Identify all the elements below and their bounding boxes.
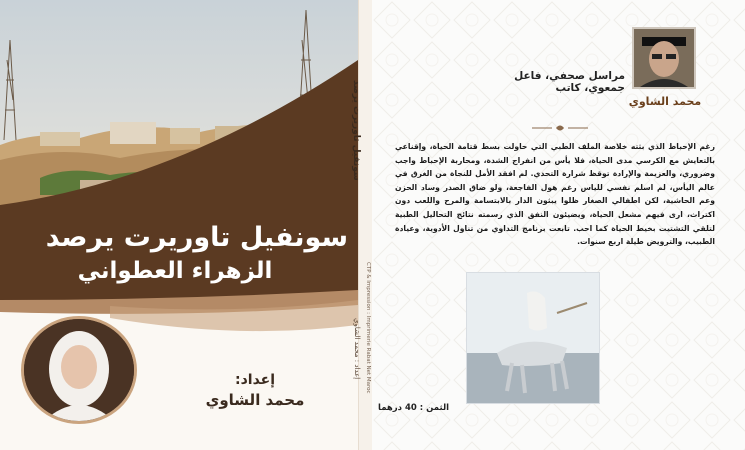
cover-subtitle: الزهراء العطواني (77, 258, 273, 284)
author-prefix: إعداد: (234, 372, 276, 388)
author-photo (632, 27, 696, 89)
cover-title: سونفيل تاوريرت يرصد (45, 222, 348, 253)
spine-imprint: CTP & Impression : Imprimerie Rabat Net Maroc (365, 262, 371, 394)
author-byline: مراسل صحفي، فاعل جمعوي، كاتب (514, 70, 625, 94)
back-author-name: محمد الشاوي (628, 95, 702, 108)
back-blurb: رغم الإحباط الذي بثته خلاصة الملف الطبي التي حاولت بسط قتامة الحياة، وإقناعي بالتعايش مع الكرسي مدى الحياة، فلا يأس من انفراج الشدة، ومحاربة الإحباط واجب وضروري، والعزيمة والإرادة توقظ شرارة التحدي. لم افقد الأمل للنجاة من الغرق في عالم اليأس، لم اسلم نفسي للياس رغم هول الفاجعة، ولو ضاق الصدر وساد الحزن وعم الحاشية، لكن اطفالي الصغار ظلوا يبثون الدار بالابتسامة والمرح واللعب دون اكتراث، ارى فيهم مشعل الحياة، ويضيئون النفق الذي رسمته نتائج التحاليل الطبية لتلقي التشتيت بخيط الحياة كما احب. تابعت برنامج التداوي من تناول الأدوية، وعيادة الطبيب، والترويض طيلة اربع سنوات. (395, 142, 715, 247)
author-name: محمد الشاوي (205, 391, 305, 409)
spine-title: سونفيل تاوريرت يرصد (351, 80, 361, 181)
front-cover (0, 0, 358, 450)
horseman-artwork (466, 272, 600, 404)
subject-portrait (21, 316, 137, 424)
spine-author: إعداد : محمد الشاوي (353, 318, 361, 380)
price-label: الثمن : 40 درهما (378, 403, 450, 413)
divider-ornament-icon (530, 123, 590, 133)
